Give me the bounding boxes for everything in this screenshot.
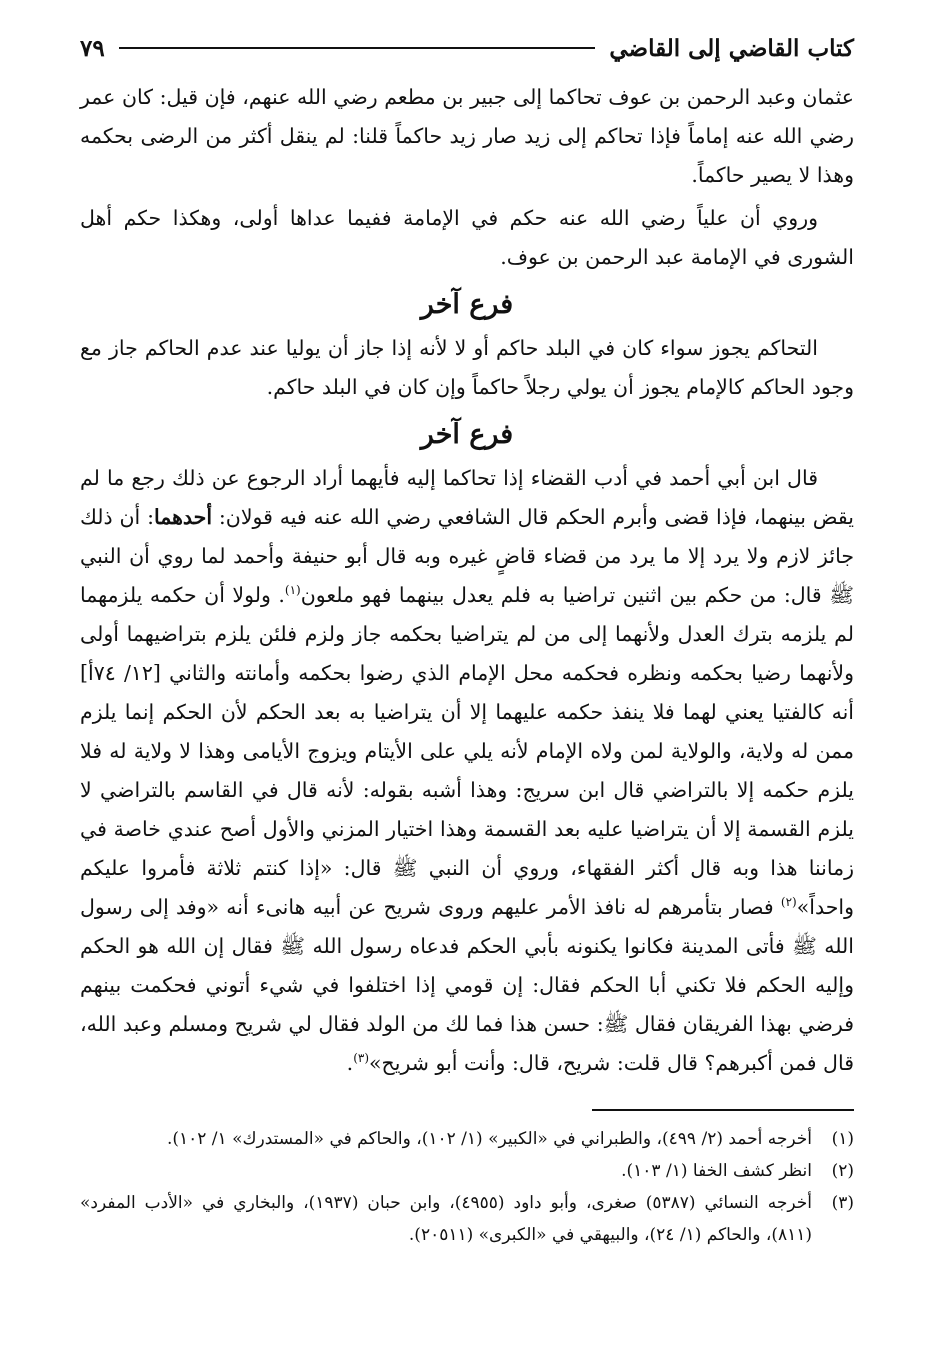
footnote-marker-3[interactable]: (٣) [353,1051,370,1066]
footnote-number: (١) [831,1129,854,1149]
footnote-marker-2[interactable]: (٢) [780,895,797,910]
paragraph-4-bold-term: أحدهما [153,505,213,529]
footnote-number: (٣) [831,1193,854,1213]
footnote-2 [80,1155,854,1187]
header-rule [119,47,596,49]
paragraph-4-part-b: : أن ذلك جائز لازم ولا يرد إلا ما يرد من قضاء قاضٍ غيره وبه قال أبو حنيفة وأحمد لما روي أن النبي ﷺ قال: من حكم بين اثنين تراضيا به فلم يعدل بينهما فهو ملعون [80,505,854,607]
running-header [80,28,854,68]
footnote-text: أخرجه النسائي (٥٣٨٧) صغرى، وأبو داود (٤٩٥٥)، وابن حبان (١٩٣٧)، والبخاري في «الأدب المفرد» (٨١١)، والحاكم (١/ ٢٤)، والبيهقي في «الكبرى» (٢٠٥١١). [80,1193,812,1245]
footnote-separator [592,1109,854,1111]
footnote-1 [80,1123,854,1155]
footnotes [80,1123,854,1251]
footnote-number: (٢) [831,1161,854,1181]
paragraph-3: التحاكم يجوز سواء كان في البلد حاكم أو لا لأنه إذا جاز أن يوليا عند عدم الحاكم جاز مع وجود الحاكم كالإمام يجوز أن يولي رجلاً حاكماً وإن كان في البلد حاكم. [80,336,854,399]
paragraph-4 [80,459,854,1083]
paragraph-4-part-a: قال ابن أبي أحمد في أدب القضاء إذا تحاكما إليه فأيهما أراد الرجوع عن ذلك رجع ما لم يقض بينهما، فإذا قضى وأبرم الحكم قال الشافعي رضي الله عنه فيه قولان: [80,466,855,529]
footnote-marker-1[interactable]: (١) [284,583,301,598]
book-page [80,28,854,1251]
footnote-text: انظر كشف الخفا (١/ ١٠٣). [621,1161,812,1181]
paragraph-1: عثمان وعبد الرحمن بن عوف تحاكما إلى جبير بن مطعم رضي الله عنهم، فإن قيل: كان عمر رضي الله عنه إماماً فإذا تحاكم إلى زيد صار زيد حاكماً قلنا: لم ينقل أكثر من الرضى بحكمه وهذا لا يصير حاكماً. [80,85,854,187]
section-heading-2: فرع آخر [420,419,514,450]
running-title: كتاب القاضي إلى القاضي [609,34,854,62]
paragraph-4-part-d: فصار بتأمرهم له نافذ الأمر عليهم وروى شريح عن أبيه هانىء أنه «وفد إلى رسول الله ﷺ فأتى المدينة فكانوا يكنونه بأبي الحكم فدعاه رسول الله ﷺ فقال إن الله هو الحكم وإليه الحكم فلا تكني أبا الحكم فقال: إن قومي إذا اختلفوا في شيء أتوني فحكمت بينهم فرضي بهذا الفريقان فقال ﷺ: حسن هذا فما لك من الولد فقال لي شريح ومسلم وعبد الله، قال فمن أكبرهم؟ قال قلت: شريح، قال: وأنت أبو شريح» [80,895,854,1075]
paragraph-4-part-c: . ولولا أن حكمه يلزمهما لم يلزمه بترك العدل ولأنهما إلى من لم يتراضيا بحكمه جاز ولزم فلئن يلزم بتراضيهما أولى ولأنهما رضيا بحكمه ونظره فحكمه محل الإمام الذي رضوا بحكمه وأمانته والثاني [١٢/ ٧٤أ] أنه كالفتيا يعني لهما فلا ينفذ حكمه عليهما إلا أن يتراضيا به بعد الحكم لأن الحكم إنما يلزم ممن له ولاية، والولاية لمن ولاه الإمام لأنه يلي على الأيتام ويزوج الأيامى وهذا لا ولاية له فلا يلزم حكمه إلا بالتراضي قال ابن سريج: وهذا أشبه بقوله: لأنه قال في القاسم بالتراضي لا يلزم القسمة إلا أن يتراضيا عليه بعد القسمة وهذا اختيار المزني والأول أصح عندي خاصة في زماننا هذا وبه قال أكثر الفقهاء، وروي أن النبي ﷺ قال: «إذا كنتم ثلاثة فأمروا عليكم واحداً» [80,583,854,919]
footnote-text: أخرجه أحمد (٢/ ٤٩٩)، والطبراني في «الكبير» (١/ ١٠٢)، والحاكم في «المستدرك» ١/ ١٠٢). [166,1129,812,1149]
section-heading-1: فرع آخر [420,289,514,320]
page-number: ٧٩ [80,34,105,62]
footnote-3 [80,1187,854,1251]
paragraph-4-part-e: . [346,1051,354,1075]
paragraph-2: وروي أن علياً رضي الله عنه حكم في الإمامة ففيما عداها أولى، وهكذا حكم أهل الشورى في الإمامة عبد الرحمن بن عوف. [80,206,854,269]
